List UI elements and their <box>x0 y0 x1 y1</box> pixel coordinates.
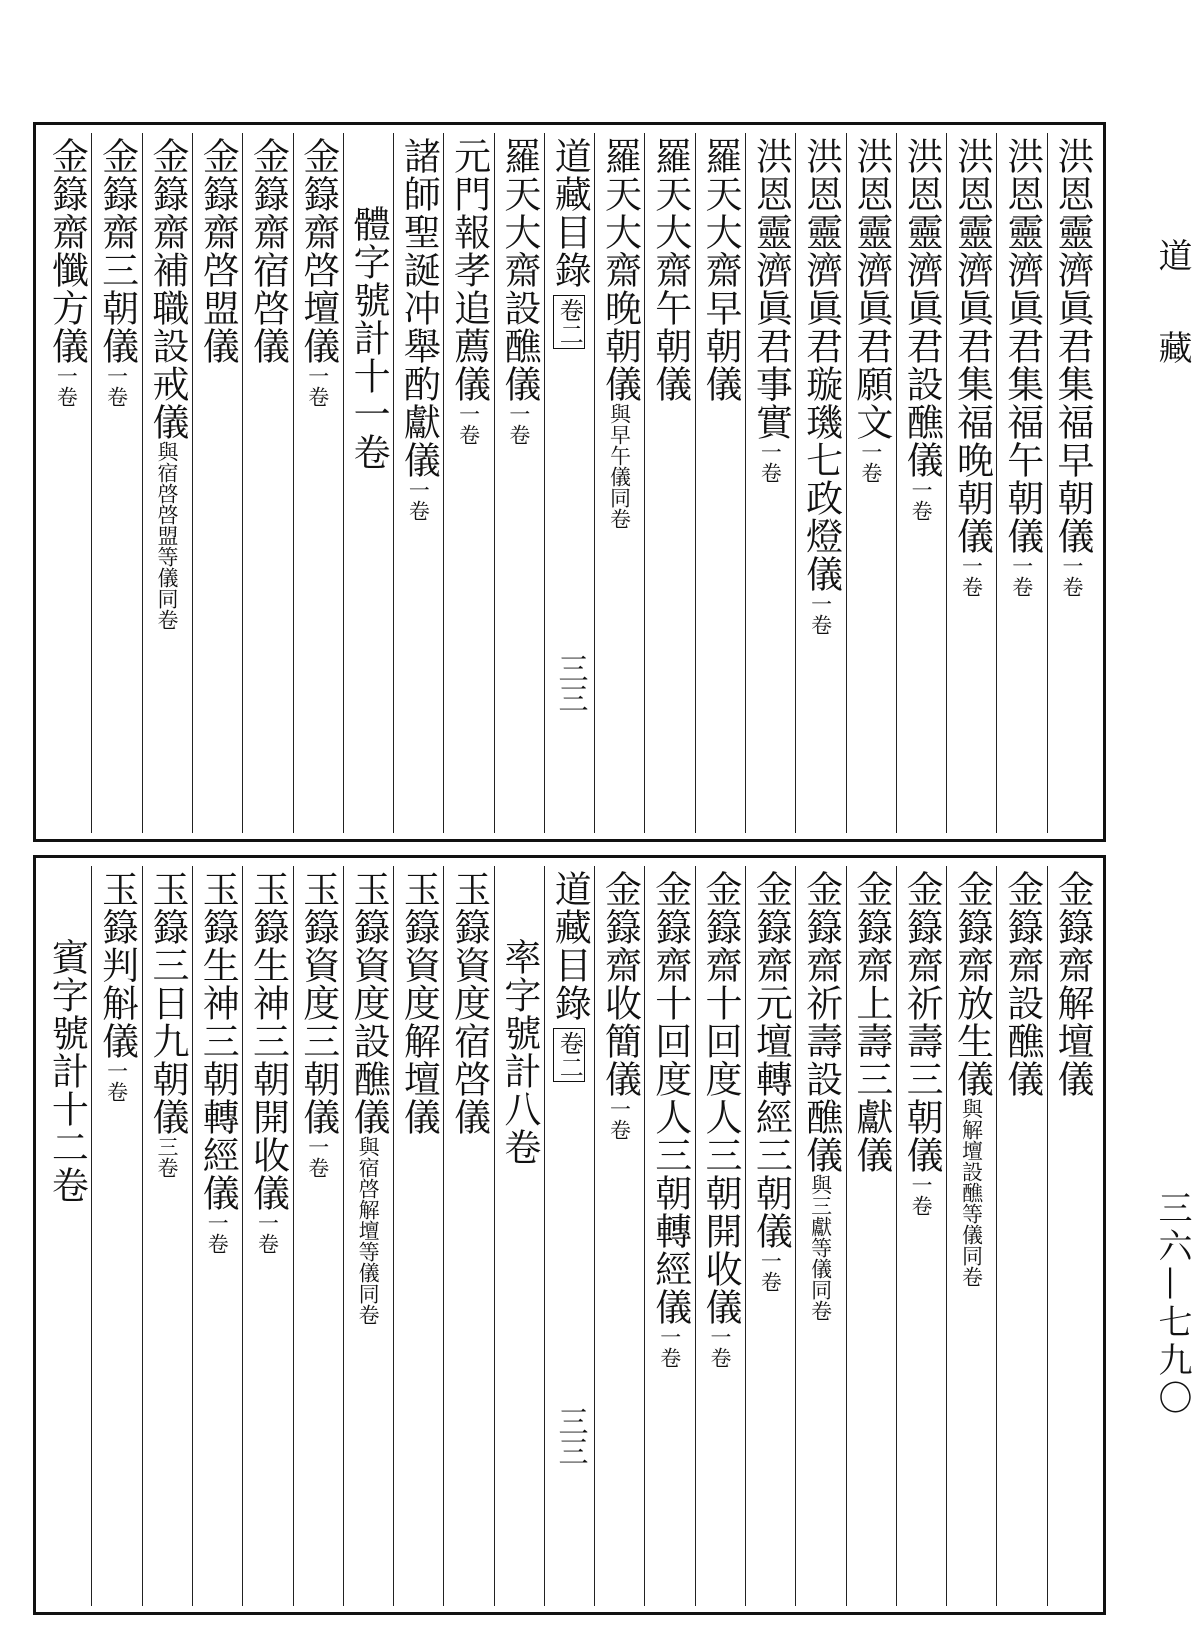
entry-title: 羅天大齋晚朝儀 <box>598 137 642 403</box>
entry-title: 道藏目錄 <box>548 137 592 289</box>
text-column <box>494 133 544 833</box>
text-column <box>846 133 896 833</box>
page-number: 三六—七九〇 <box>1152 1190 1192 1418</box>
entry-note: 與早午儀同卷 <box>607 403 632 529</box>
entry-title: 洪恩靈濟眞君集福午朝儀 <box>1000 137 1044 555</box>
entry-note: 一卷 <box>406 479 431 521</box>
text-column <box>745 133 795 833</box>
text-column <box>192 133 242 833</box>
entry-note: 一卷 <box>104 365 129 407</box>
top-columns <box>42 133 1097 833</box>
text-column <box>91 133 141 833</box>
entry-title: 金籙齋上壽三獻儀 <box>849 870 893 1174</box>
text-column <box>343 866 393 1606</box>
entry-title: 體字號計十一卷 <box>347 205 391 471</box>
entry-title: 金籙齋補職設戒儀 <box>145 137 189 441</box>
entry-title: 金籙齋祈壽設醮儀 <box>799 870 843 1174</box>
folio-number: 三三 <box>552 1406 588 1466</box>
entry-title: 金籙齋設醮儀 <box>1000 870 1044 1098</box>
text-column <box>896 133 946 833</box>
text-column <box>393 866 443 1606</box>
text-column <box>946 866 996 1606</box>
text-column <box>443 133 493 833</box>
text-column <box>443 866 493 1606</box>
text-column <box>996 866 1046 1606</box>
entry-title: 金籙齋宿啓儀 <box>246 137 290 365</box>
entry-note: 一卷 <box>909 1174 934 1216</box>
text-column <box>745 866 795 1606</box>
entry-note: 與宿啓啓盟等儀同卷 <box>154 441 179 630</box>
entry-title: 金籙齋元壇轉經三朝儀 <box>749 870 793 1250</box>
text-column <box>343 133 393 833</box>
bottom-panel <box>33 855 1106 1615</box>
text-column <box>142 133 192 833</box>
text-column <box>896 866 946 1606</box>
entry-note: 與宿啓解壇等儀同卷 <box>356 1136 381 1325</box>
entry-note: 與三獻等儀同卷 <box>808 1174 833 1321</box>
entry-title: 羅天大齋午朝儀 <box>648 137 692 403</box>
entry-note: 與解壇設醮等儀同卷 <box>959 1098 984 1287</box>
entry-title: 率字號計八卷 <box>497 938 541 1166</box>
entry-title: 賓字號計十二卷 <box>45 938 89 1204</box>
text-column <box>695 133 745 833</box>
entry-title: 諸師聖誕冲舉酌獻儀 <box>397 137 441 479</box>
entry-note: 一卷 <box>456 403 481 445</box>
entry-title: 洪恩靈濟眞君集福早朝儀 <box>1051 137 1094 555</box>
entry-note: 一卷 <box>305 365 330 407</box>
entry-note: 一卷 <box>808 593 833 635</box>
text-column <box>644 133 694 833</box>
entry-note: 一卷 <box>506 403 531 445</box>
entry-note: 三卷 <box>154 1136 179 1178</box>
entry-note: 一卷 <box>607 1098 632 1140</box>
entry-note: 一卷 <box>305 1136 330 1178</box>
entry-title: 金籙齋十回度人三朝轉經儀 <box>648 870 692 1326</box>
entry-title: 玉籙判斛儀 <box>95 870 139 1060</box>
text-column <box>594 133 644 833</box>
entry-title: 羅天大齋設醮儀 <box>497 137 541 403</box>
entry-title: 玉籙資度宿啓儀 <box>447 870 491 1136</box>
entry-title: 金籙齋啓盟儀 <box>196 137 240 365</box>
entry-note: 一卷 <box>758 1250 783 1292</box>
entry-title: 洪恩靈濟眞君願文 <box>849 137 893 441</box>
entry-title: 玉籙生神三朝轉經儀 <box>196 870 240 1212</box>
entry-note: 一卷 <box>959 555 984 597</box>
text-column <box>695 866 745 1606</box>
entry-title: 羅天大齋早朝儀 <box>699 137 743 403</box>
entry-note: 一卷 <box>858 441 883 483</box>
entry-note: 一卷 <box>1060 555 1084 597</box>
folio-number: 三三 <box>552 653 588 713</box>
entry-title: 玉籙資度設醮儀 <box>347 870 391 1136</box>
entry-note: 一卷 <box>255 1212 280 1254</box>
text-column <box>494 866 544 1606</box>
entry-title: 道藏目錄 <box>548 870 592 1022</box>
entry-note: 一卷 <box>205 1212 230 1254</box>
text-column <box>393 133 443 833</box>
entry-title: 金籙齋三朝儀 <box>95 137 139 365</box>
entry-title: 金籙齋懺方儀 <box>45 137 89 365</box>
text-column <box>293 133 343 833</box>
text-column <box>544 133 594 833</box>
entry-note: 一卷 <box>708 1326 733 1368</box>
text-column <box>42 866 91 1606</box>
text-column <box>996 133 1046 833</box>
text-column <box>1047 866 1097 1606</box>
text-column <box>91 866 141 1606</box>
entry-title: 元門報孝追薦儀 <box>447 137 491 403</box>
entry-note: 一卷 <box>657 1326 682 1368</box>
text-column <box>242 133 292 833</box>
volume-bracket: 卷二 <box>553 295 585 349</box>
text-column <box>192 866 242 1606</box>
text-column <box>795 866 845 1606</box>
text-column <box>594 866 644 1606</box>
text-column <box>1047 133 1097 833</box>
text-column <box>142 866 192 1606</box>
entry-note: 一卷 <box>104 1060 129 1102</box>
margin-label: 道藏 <box>1152 238 1192 422</box>
entry-title: 金籙齋祈壽三朝儀 <box>900 870 944 1174</box>
text-column <box>293 866 343 1606</box>
entry-title: 金籙齋收簡儀 <box>598 870 642 1098</box>
entry-title: 洪恩靈濟眞君璇璣七政燈儀 <box>799 137 843 593</box>
text-column <box>946 133 996 833</box>
text-column <box>242 866 292 1606</box>
text-column <box>544 866 594 1606</box>
text-column <box>644 866 694 1606</box>
entry-title: 玉籙三日九朝儀 <box>145 870 189 1136</box>
entry-note: 一卷 <box>54 365 79 407</box>
entry-title: 金籙齋啓壇儀 <box>296 137 340 365</box>
text-column <box>846 866 896 1606</box>
entry-note: 一卷 <box>758 441 783 483</box>
entry-note: 一卷 <box>1009 555 1034 597</box>
entry-title: 洪恩靈濟眞君事實 <box>749 137 793 441</box>
volume-bracket: 卷二 <box>553 1028 585 1082</box>
entry-note: 一卷 <box>909 479 934 521</box>
text-column <box>42 133 91 833</box>
entry-title: 玉籙生神三朝開收儀 <box>246 870 290 1212</box>
bottom-columns <box>42 866 1097 1606</box>
entry-title: 金籙齋放生儀 <box>950 870 994 1098</box>
text-column <box>795 133 845 833</box>
entry-title: 玉籙資度解壇儀 <box>397 870 441 1136</box>
entry-title: 金籙齋十回度人三朝開收儀 <box>699 870 743 1326</box>
entry-title: 金籙齋解壇儀 <box>1051 870 1094 1098</box>
entry-title: 玉籙資度三朝儀 <box>296 870 340 1136</box>
entry-title: 洪恩靈濟眞君設醮儀 <box>900 137 944 479</box>
entry-title: 洪恩靈濟眞君集福晚朝儀 <box>950 137 994 555</box>
top-panel <box>33 122 1106 842</box>
